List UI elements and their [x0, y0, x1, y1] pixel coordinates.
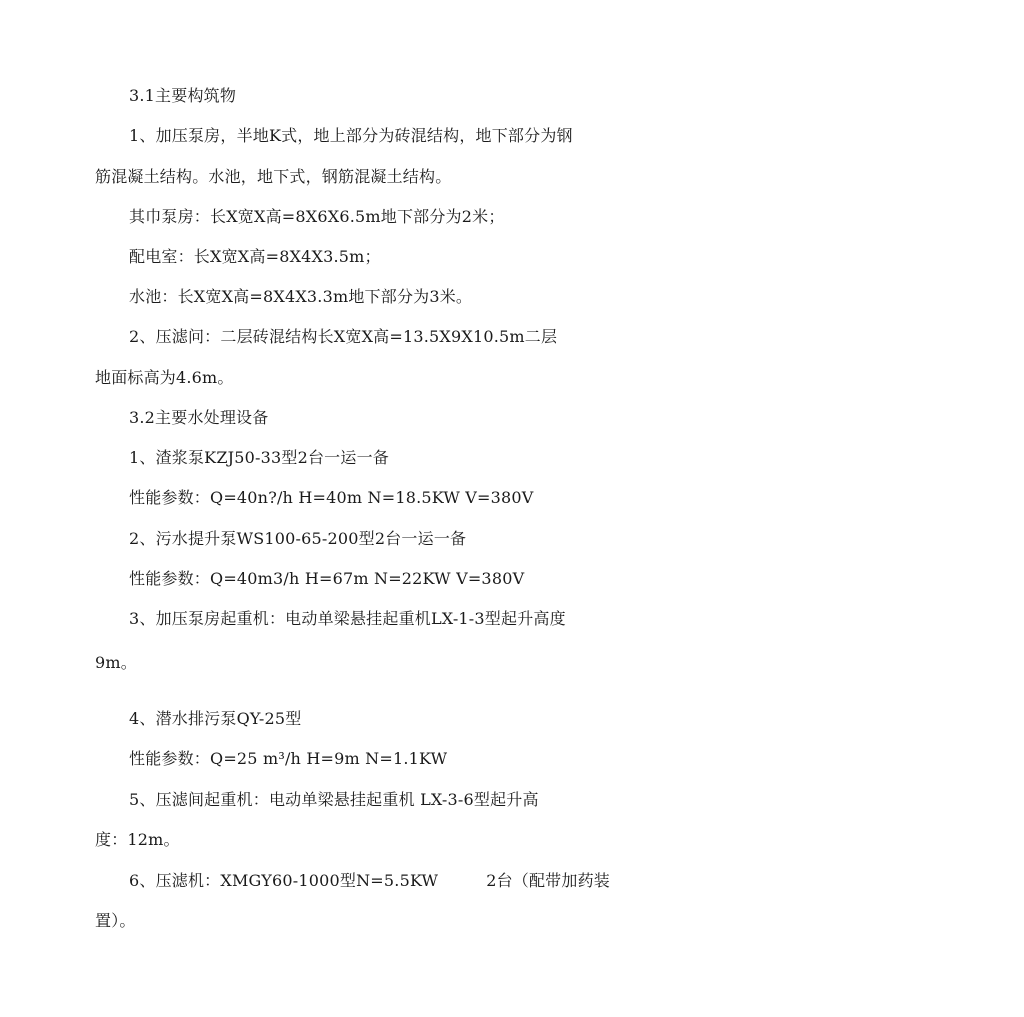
paragraph-line-part: 6、压滤机：XMGY60-1000型N=5.5KW — [129, 871, 439, 890]
paragraph-line: 2、压滤问：二层砖混结构长X宽X高=13.5X9X10.5m二层 — [129, 327, 558, 346]
paragraph-line: 性能参数：Q=40m3/h H=67m N=22KW V=380V — [129, 569, 525, 588]
paragraph-line: 配电室：长X宽X高=8X4X3.5m； — [129, 247, 381, 266]
paragraph-line: 地面标高为4.6m。 — [95, 368, 234, 387]
paragraph-line: 3、加压泵房起重机：电动单梁悬挂起重机LX-1-3型起升高度 — [129, 609, 566, 628]
paragraph-line: 2、污水提升泵WS100-65-200型2台一运一备 — [129, 529, 467, 548]
paragraph-line: 1、渣浆泵KZJ50-33型2台一运一备 — [129, 448, 389, 467]
paragraph-line: 1、加压泵房，半地K式，地上部分为砖混结构，地下部分为钢 — [129, 126, 573, 145]
paragraph-line-part: 2台（配带加药装 — [486, 871, 610, 890]
paragraph-line: 其巾泵房：长X宽X高=8X6X6.5m地下部分为2米； — [129, 207, 505, 226]
paragraph-line — [129, 871, 610, 891]
paragraph-line: 9m。 — [95, 653, 137, 672]
paragraph-line: 度：12m。 — [95, 830, 180, 849]
paragraph-line: 5、压滤间起重机：电动单梁悬挂起重机 LX-3-6型起升高 — [129, 790, 539, 809]
paragraph-line: 水池：长X宽X高=8X4X3.3m地下部分为3米。 — [129, 287, 473, 306]
paragraph-line: 4、潜水排污泵QY-25型 — [129, 709, 302, 728]
paragraph-line: 筋混凝土结构。水池，地下式，钢筋混凝土结构。 — [95, 167, 452, 186]
paragraph-line: 性能参数：Q=25 m³/h H=9m N=1.1KW — [129, 749, 448, 768]
paragraph-line: 置）。 — [95, 911, 136, 930]
paragraph-line: 性能参数：Q=40n?/h H=40m N=18.5KW V=380V — [129, 488, 534, 507]
section-heading-3-2: 3.2主要水处理设备 — [129, 408, 269, 427]
section-heading-3-1: 3.1主要构筑物 — [129, 86, 237, 105]
